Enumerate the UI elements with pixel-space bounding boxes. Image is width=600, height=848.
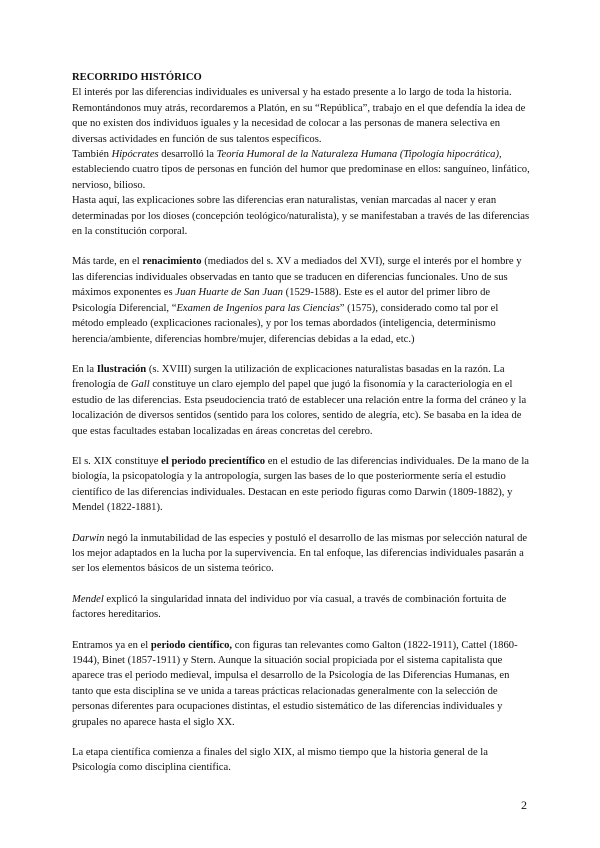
paragraph-ilustracion: En la Ilustración (s. XVIII) surgen la utilización de explicaciones naturalistas basadas en la razón. La frenología de Gall constituye un claro ejemplo del papel que jugó la fisonomía y la caracteriología en el estudio de las diferencias. Esta pseudociencia trató de establecer una relación entre la forma del cráneo y la localización de diversos sentidos (sentido para los colores, sentido de alegría, etc). Se basaba en la idea de que estas facultades estaban localizadas en áreas concretas del cerebro. (72, 363, 527, 437)
paragraph-cientifico: Entramos ya en el periodo científico, con figuras tan relevantes como Galton (1822-1911), Cattel (1860-1944), Binet (1857-1911) y Stern. Aunque la situación social propiciada por el sistema capitalista que aparece tras el periodo medieval, impulsa el desarrollo de la Psicología de las Diferencias Humanas, en tanto que esta disciplina se ve unida a tareas prácticas relacionadas generalmente con la selección de personas diferentes para ocupaciones distintas, el estudio sistemático de las diferencias individuales y grupales no aparece hasta el siglo XX. (72, 639, 518, 728)
paragraph-mendel: Mendel explicó la singularidad innata del individuo por vía casual, a través de combinación fortuita de factores hereditarios. (72, 593, 507, 621)
paragraph-intro: El interés por las diferencias individuales es universal y ha estado presente a lo largo de toda la historia. Remontándonos muy atrás, recordaremos a Platón, en su “República”, trabajo en el que defendía la idea de que no existen dos individuos iguales y la necesidad de colocar a las personas de manera selectiva en diversas actividades en función de sus talentos específicos. (72, 87, 526, 145)
name-gall: Gall (130, 379, 150, 391)
term-precientifico: el periodo precientífico (161, 455, 266, 467)
term-renacimiento: renacimiento (142, 256, 202, 268)
page-number: 2 (521, 798, 527, 812)
section-title: RECORRIDO HISTÓRICO (72, 72, 202, 83)
paragraph-precientifico: El s. XIX constituye el periodo precientífico en el estudio de las diferencias individuales. De la mano de la biología, la psicopatología y la antropología, surgen las bases de lo que posteriormente sería el estudio científico de las diferencias individuales. Destacan en este periodo figuras como Darwin (1809-1882), y Mendel (1822-1881). (72, 455, 529, 514)
paragraph-naturalist: Hasta aquí, las explicaciones sobre las diferencias eran naturalistas, venían marcadas al nacer y eran determinadas por los dioses (concepción teológico/naturalista), y se manifestaban a través de las diferencias en la constitución corporal. (72, 195, 530, 238)
paragraph-etapa-cientifica: La etapa científica comienza a finales del siglo XIX, al mismo tiempo que la historia general de la Psicología como disciplina científica. (72, 747, 488, 774)
term-ilustracion: Ilustración (96, 363, 147, 375)
paragraph-darwin: Darwin negó la inmutabilidad de las especies y postuló el desarrollo de las mismas por selección natural de los mejor adaptados en la lucha por la supervivencia. En tal enfoque, las diferencias individuales pasarán a ser los elementos básicos de un sistema teórico. (72, 532, 528, 575)
document-body (72, 70, 532, 776)
paragraph-hipocrates: También Hipócrates desarrolló la Teoría Humoral de la Naturaleza Humana (Tipología hipocrática), estableciendo cuatro tipos de personas en función del humor que predominase en ellos: sanguíneo, linfático, nervioso, bilioso. (72, 149, 530, 191)
name-darwin: Darwin (72, 532, 105, 544)
book-title: Examen de Ingenios para las Ciencias (176, 302, 340, 314)
paragraph-renacimiento: Más tarde, en el renacimiento (mediados del s. XV a mediados del XVI), surge el interés por el hombre y las diferencias individuales observadas en tanto que se traducen en diferencias funcionales. Uno de sus máximos exponentes es Juan Huarte de San Juan (1529-1588). Este es el autor del primer libro de Psicología Diferencial, “Examen de Ingenios para las Ciencias” (1575), considerado como tal por el método empleado (explicaciones racionales), y por los temas abordados (inteligencia, determinismo herencia/ambiente, diferencias hombre/mujer, diferencias debidas a la edad, etc.) (72, 256, 522, 345)
name-huarte: Juan Huarte de San Juan (175, 287, 283, 299)
name-mendel: Mendel (72, 593, 104, 605)
term-cientifico: periodo científico, (150, 639, 233, 651)
name-hipocrates: Hipócrates (111, 149, 159, 161)
theory-title: Teoría Humoral de la Naturaleza Humana (Tipología hipocrática) (216, 149, 500, 161)
